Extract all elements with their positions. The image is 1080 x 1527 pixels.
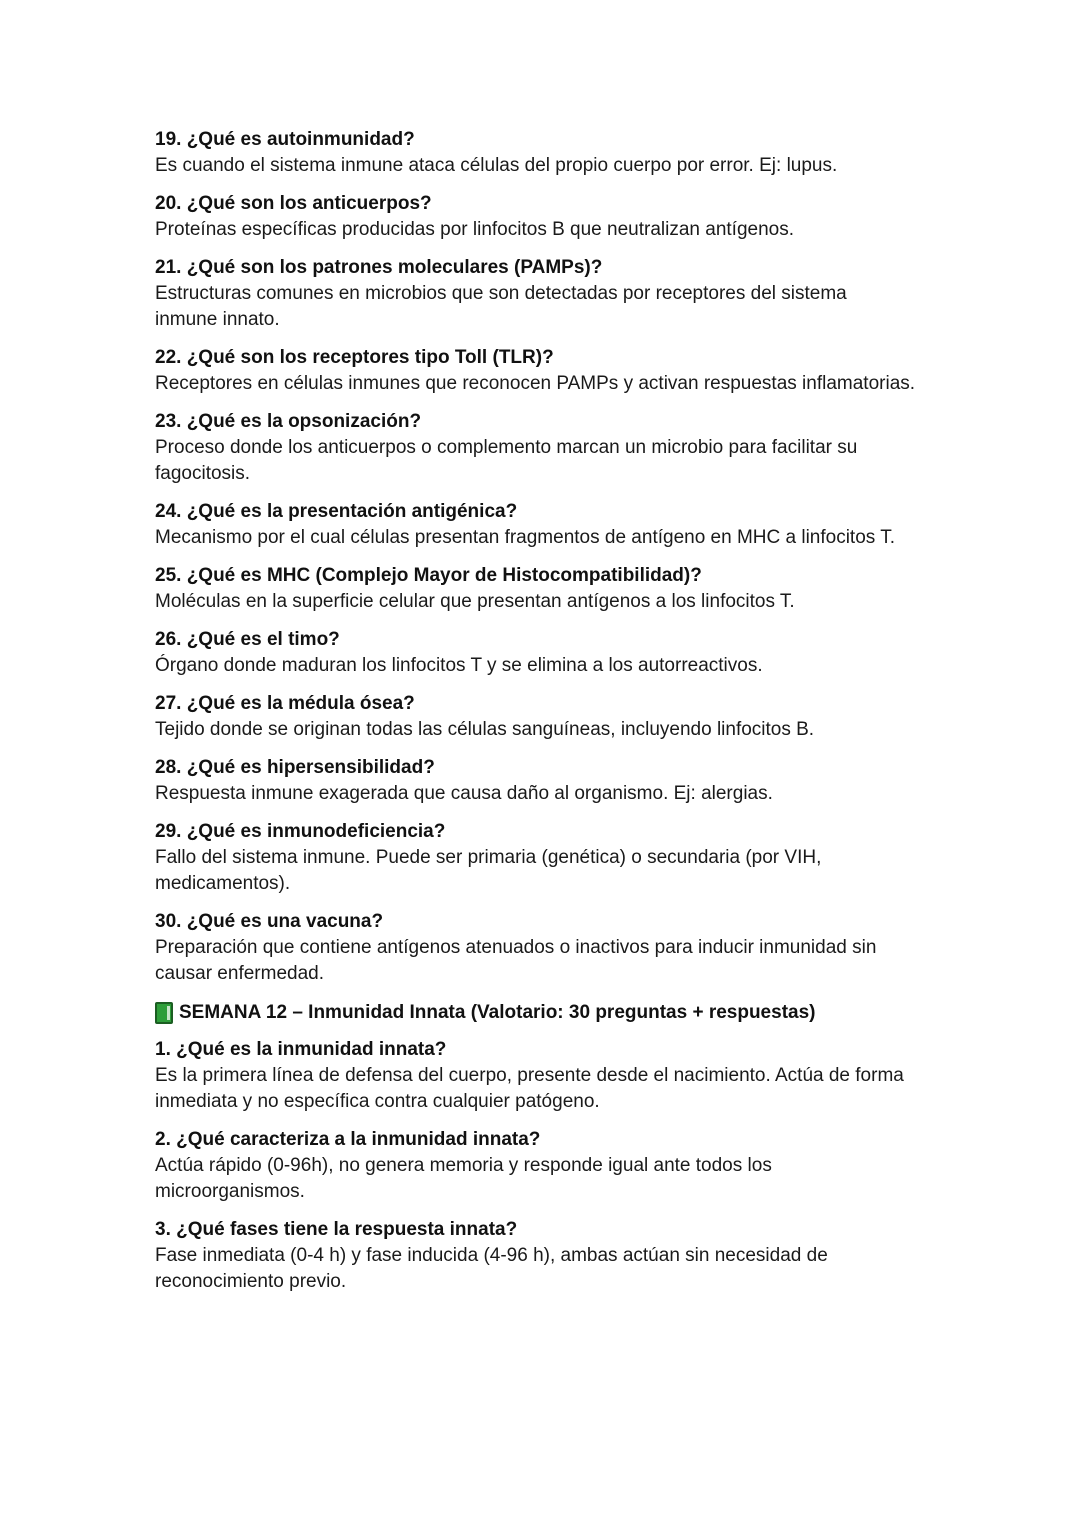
answer: Actúa rápido (0-96h), no genera memoria y responde igual ante todos los microorganismos. [155,1155,772,1202]
qa-item [155,563,955,615]
qa-item [155,1037,955,1115]
qa-item [155,255,955,333]
green-book-icon [155,1002,173,1024]
question: 3. ¿Qué fases tiene la respuesta innata? [155,1219,518,1240]
question: 27. ¿Qué es la médula ósea? [155,693,415,714]
answer: Tejido donde se originan todas las células sanguíneas, incluyendo linfocitos B. [155,719,815,740]
section-heading [155,999,955,1027]
answer: Es cuando el sistema inmune ataca células del propio cuerpo por error. Ej: lupus. [155,155,838,176]
answer: Estructuras comunes en microbios que son detectadas por receptores del sistema inmune innato. [155,283,847,330]
answer: Es la primera línea de defensa del cuerpo, presente desde el nacimiento. Actúa de forma inmediata y no específica contra cualquier patógeno. [155,1065,904,1112]
answer: Preparación que contiene antígenos atenuados o inactivos para inducir inmunidad sin causar enfermedad. [155,937,877,984]
qa-item [155,909,955,987]
answer: Mecanismo por el cual células presentan fragmentos de antígeno en MHC a linfocitos T. [155,527,895,548]
question: 21. ¿Qué son los patrones moleculares (PAMPs)? [155,257,603,278]
answer: Órgano donde maduran los linfocitos T y se elimina a los autorreactivos. [155,655,763,676]
qa-item [155,691,955,743]
qa-list-2 [155,1037,955,1295]
section-title: SEMANA 12 – Inmunidad Innata (Valotario: 30 preguntas + respuestas) [179,1002,816,1023]
document-page [155,127,955,1307]
answer: Receptores en células inmunes que reconocen PAMPs y activan respuestas inflamatorias. [155,373,916,394]
answer: Respuesta inmune exagerada que causa daño al organismo. Ej: alergias. [155,783,773,804]
answer: Fase inmediata (0-4 h) y fase inducida (4-96 h), ambas actúan sin necesidad de reconocimiento previo. [155,1245,828,1292]
question: 25. ¿Qué es MHC (Complejo Mayor de Histocompatibilidad)? [155,565,702,586]
question: 20. ¿Qué son los anticuerpos? [155,193,432,214]
question: 24. ¿Qué es la presentación antigénica? [155,501,518,522]
question: 28. ¿Qué es hipersensibilidad? [155,757,435,778]
qa-list-1 [155,127,955,987]
qa-item [155,191,955,243]
qa-item [155,755,955,807]
qa-item [155,409,955,487]
qa-item [155,127,955,179]
question: 19. ¿Qué es autoinmunidad? [155,129,415,150]
question: 29. ¿Qué es inmunodeficiencia? [155,821,446,842]
answer: Proceso donde los anticuerpos o complemento marcan un microbio para facilitar su fagocitosis. [155,437,858,484]
question: 2. ¿Qué caracteriza a la inmunidad innata? [155,1129,541,1150]
question: 23. ¿Qué es la opsonización? [155,411,422,432]
qa-item [155,819,955,897]
answer: Fallo del sistema inmune. Puede ser primaria (genética) o secundaria (por VIH, medicamentos). [155,847,822,894]
question: 26. ¿Qué es el timo? [155,629,340,650]
qa-item [155,1127,955,1205]
qa-item [155,499,955,551]
answer: Moléculas en la superficie celular que presentan antígenos a los linfocitos T. [155,591,795,612]
qa-item [155,345,955,397]
question: 1. ¿Qué es la inmunidad innata? [155,1039,447,1060]
question: 30. ¿Qué es una vacuna? [155,911,384,932]
question: 22. ¿Qué son los receptores tipo Toll (TLR)? [155,347,554,368]
qa-item [155,1217,955,1295]
answer: Proteínas específicas producidas por linfocitos B que neutralizan antígenos. [155,219,794,240]
qa-item [155,627,955,679]
